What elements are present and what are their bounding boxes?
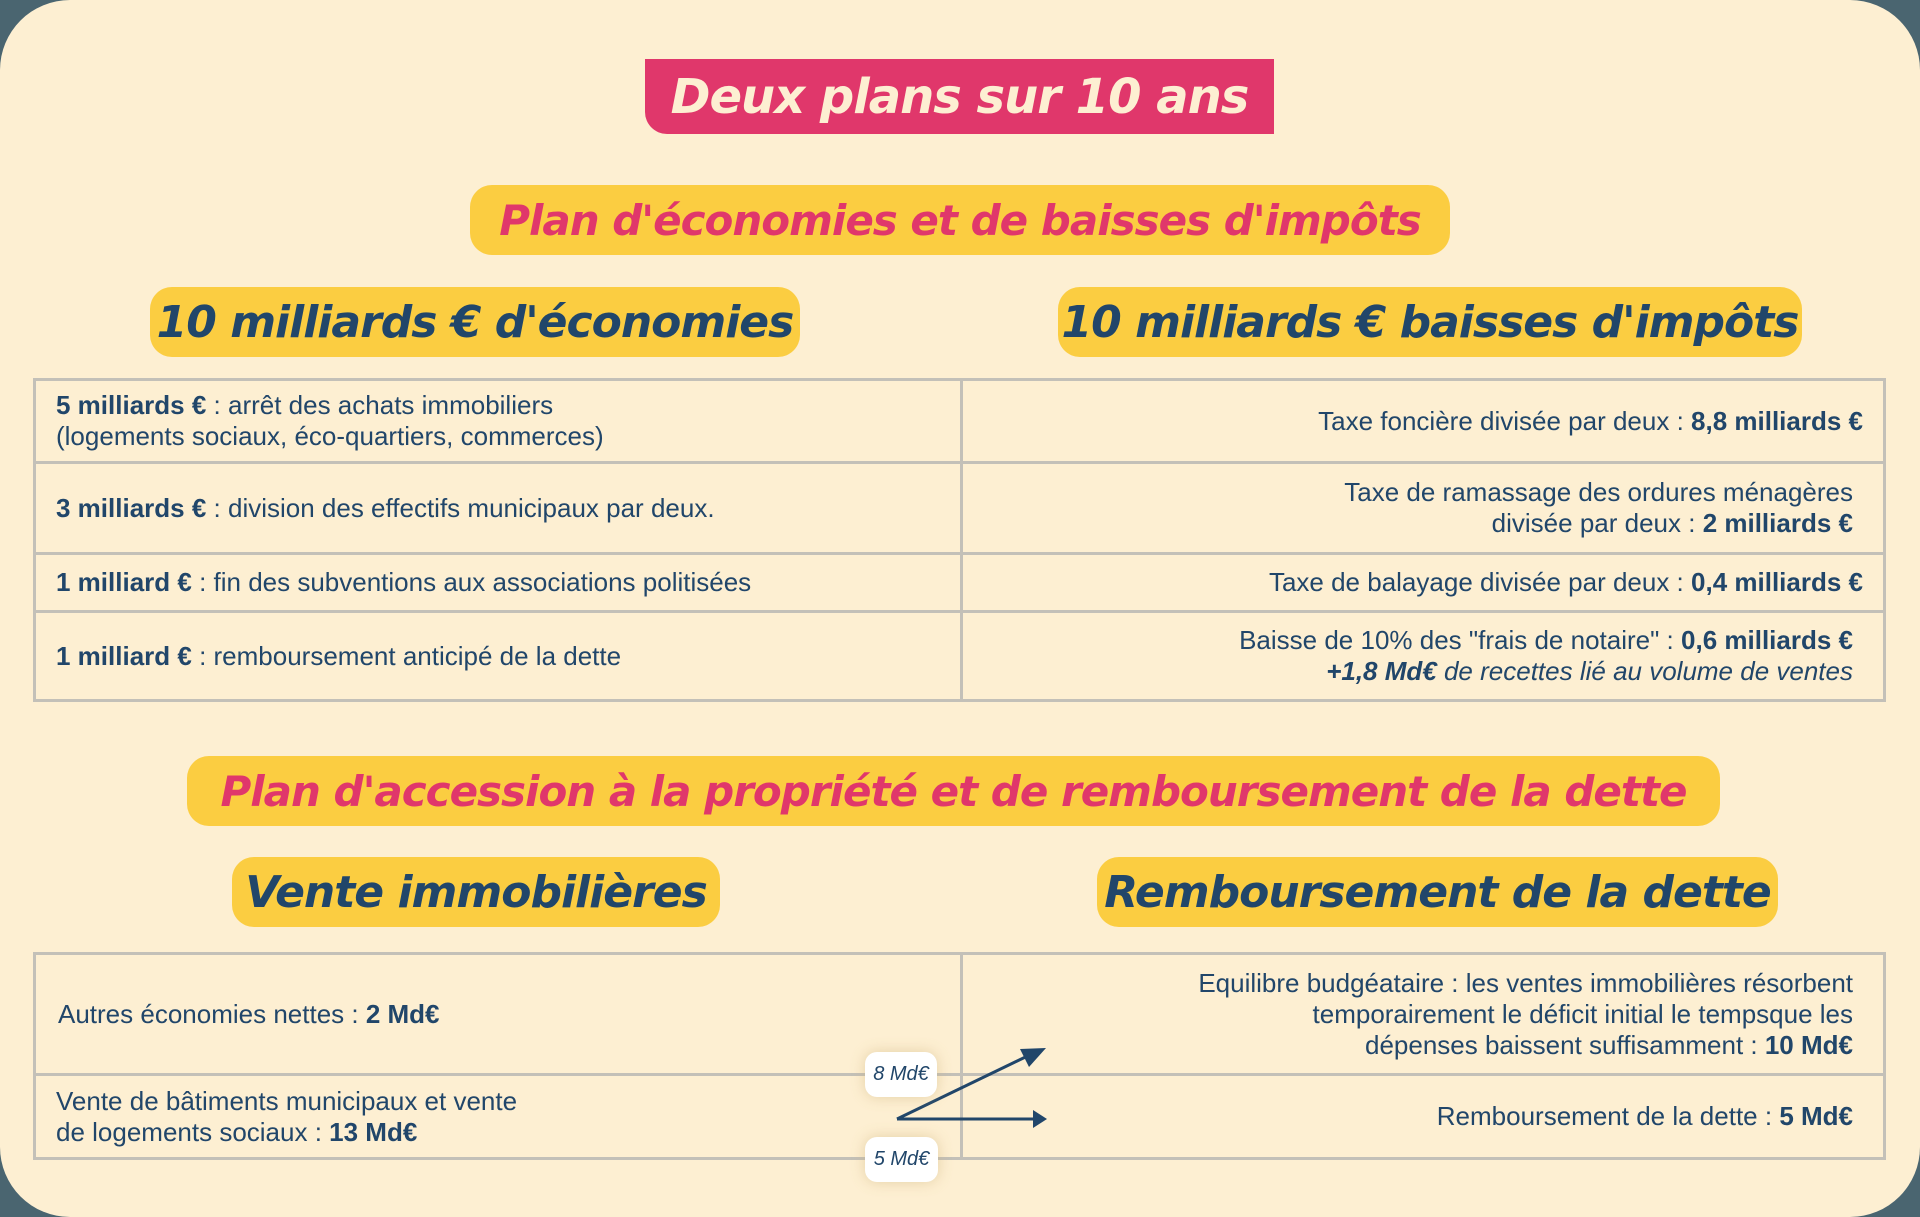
tax-cut-amount: 0,6 milliards € (1681, 625, 1853, 655)
separator: : (206, 390, 228, 420)
plan2-heading: Plan d'accession à la propriété et de remboursement de la dette (187, 756, 1720, 826)
plan2-sales-heading: Vente immobilières (232, 857, 720, 927)
sales-text: Autres économies nettes : (58, 998, 366, 1029)
plan1-heading: Plan d'économies et de baisses d'impôts (470, 185, 1450, 255)
debt-text-line1: Equilibre budgéataire : les ventes immobilières résorbent (1198, 967, 1853, 998)
tax-cut-text: Taxe foncière divisée par deux : (1318, 405, 1692, 436)
tax-cut-amount: 0,4 milliards € (1691, 567, 1863, 597)
tax-cut-text-line1: Taxe de ramassage des ordures ménagères (1344, 477, 1853, 507)
flow-badge-5md: 5 Md€ (865, 1137, 938, 1182)
savings-text-line2: (logements sociaux, éco-quartiers, commerces) (56, 421, 604, 451)
debt-text-line2: temporairement le déficit initial le tempsque les (1312, 998, 1853, 1029)
separator: : (206, 492, 228, 523)
extra-revenue-text: de recettes lié au volume de ventes (1436, 656, 1853, 686)
savings-text: arrêt des achats immobiliers (227, 390, 554, 420)
arrowhead-up-icon (1020, 1048, 1046, 1067)
savings-text: division des effectifs municipaux par deux. (227, 492, 715, 523)
debt-amount: 10 Md€ (1764, 1029, 1853, 1060)
debt-text: dépenses baissent suffisamment : (1364, 1029, 1765, 1060)
sales-amount: 2 Md€ (365, 998, 440, 1029)
savings-amount: 3 milliards € (56, 492, 207, 523)
plan1-tax-cuts-heading: 10 milliards € baisses d'impôts (1058, 287, 1802, 357)
sales-text-line1: Vente de bâtiments municipaux et vente (56, 1085, 518, 1116)
plan2-debt-heading: Remboursement de la dette (1097, 857, 1778, 927)
savings-amount: 1 milliard € (56, 567, 192, 597)
savings-text: remboursement anticipé de la dette (213, 640, 622, 671)
tax-cut-text: Taxe de balayage divisée par deux : (1268, 567, 1692, 597)
savings-amount: 1 milliard € (56, 640, 192, 671)
tax-cut-text: divisée par deux : (1491, 508, 1703, 538)
debt-text: Remboursement de la dette : (1436, 1101, 1780, 1131)
separator: : (191, 567, 214, 597)
tax-cut-text: Baisse de 10% des "frais de notaire" : (1239, 625, 1682, 655)
separator: : (191, 640, 214, 671)
flow-badge-8md: 8 Md€ (865, 1052, 937, 1097)
sales-text: de logements sociaux : (56, 1116, 330, 1147)
sales-amount: 13 Md€ (329, 1116, 418, 1147)
tax-cut-amount: 2 milliards € (1702, 508, 1853, 538)
arrowhead-right-icon (1033, 1110, 1047, 1128)
plan1-savings-heading: 10 milliards € d'économies (150, 287, 800, 357)
main-title: Deux plans sur 10 ans (645, 59, 1274, 134)
savings-text: fin des subventions aux associations politisées (213, 567, 752, 597)
debt-amount: 5 Md€ (1779, 1101, 1853, 1131)
savings-amount: 5 milliards € (56, 390, 207, 420)
extra-revenue-amount: +1,8 Md€ (1326, 656, 1437, 686)
tax-cut-amount: 8,8 milliards € (1691, 405, 1863, 436)
